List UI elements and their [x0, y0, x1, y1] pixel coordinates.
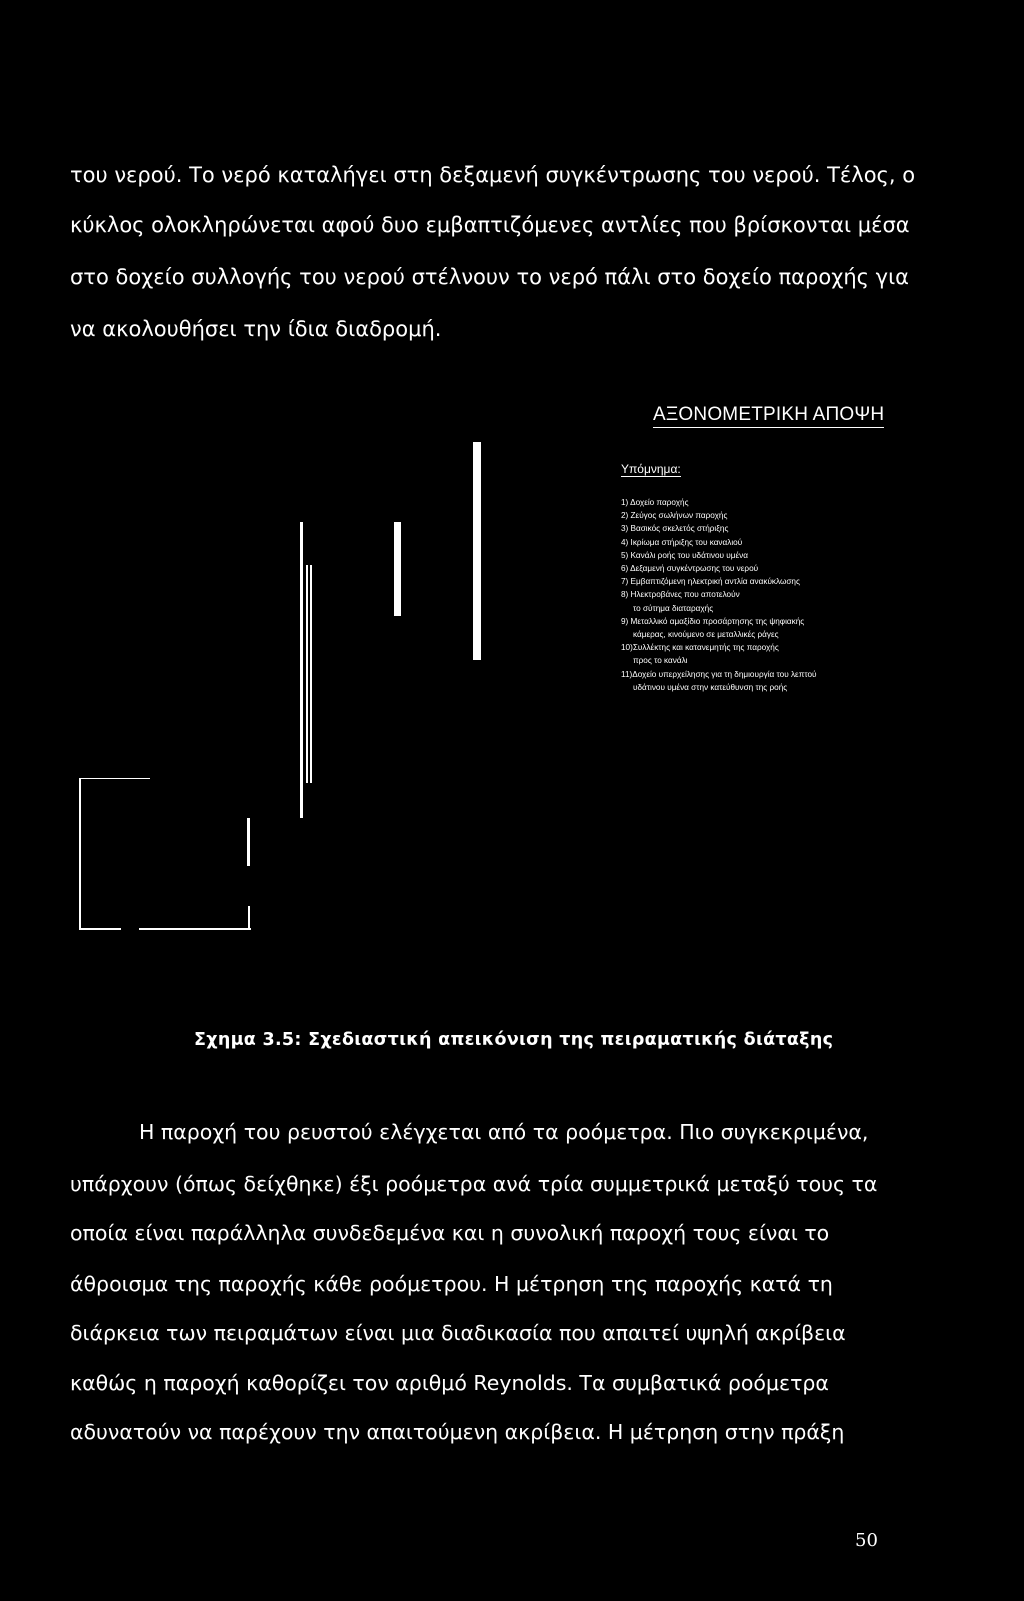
diagram-frame	[79, 928, 121, 930]
diagram-frame	[79, 778, 81, 930]
body-text-line: υπάρχουν (όπως δείχθηκε) έξι ροόμετρα ανά τρία συμμετρικά μεταξύ τους τα	[70, 1172, 878, 1196]
diagram-frame	[139, 928, 251, 930]
legend-item: κάμερας, κινούμενο σε μεταλλικές ράγες	[633, 630, 779, 640]
legend-item: 5) Κανάλι ροής του υδάτινου υμένα	[621, 550, 748, 560]
legend-item: 6) Δεξαμενή συγκέντρωσης του νερού	[621, 564, 759, 574]
body-text-line: καθώς η παροχή καθορίζει τον αριθμό Reynolds. Τα συμβατικά ροόμετρα	[70, 1371, 829, 1395]
body-text-line: διάρκεια των πειραμάτων είναι μια διαδικασία που απαιτεί υψηλή ακρίβεια	[70, 1321, 846, 1345]
diagram-frame	[79, 778, 150, 779]
legend-item: 8) Ηλεκτροβάνες που αποτελούν	[621, 590, 740, 600]
diagram-frame	[248, 906, 250, 930]
legend-item: προς το κανάλι	[633, 656, 688, 666]
body-text-line: αδυνατούν να παρέχουν την απαιτούμενη ακρίβεια. Η μέτρηση στην πράξη	[70, 1420, 845, 1444]
body-text-line: οποία είναι παράλληλα συνδεδεμένα και η συνολική παροχή τους είναι το	[70, 1221, 830, 1245]
diagram-bar	[306, 565, 308, 783]
diagram-bar	[247, 818, 250, 866]
diagram-bar	[473, 442, 481, 660]
legend-heading: Υπόμνημα:	[621, 462, 681, 476]
diagram-bar	[310, 565, 312, 783]
diagram-bar	[300, 522, 303, 818]
legend-item: 10)Συλλέκτης και κατανεμητής της παροχής	[621, 643, 779, 653]
legend-list	[621, 496, 817, 694]
body-text-line: να ακολουθήσει την ίδια διαδρομή.	[70, 317, 442, 341]
figure-caption: Σχημα 3.5: Σχεδιαστική απεικόνιση της πειραματικής διάταξης	[194, 1030, 834, 1050]
legend-item: 7) Εμβαπτιζόμενη ηλεκτρική αντλία ανακύκλωσης	[621, 577, 800, 587]
legend-item: 4) Ικρίωμα στήριξης του καναλιού	[621, 537, 743, 547]
body-text-line: κύκλος ολοκληρώνεται αφού δυο εμβαπτιζόμενες αντλίες που βρίσκονται μέσα	[70, 213, 910, 237]
legend-item: 2) Ζεύγος σωλήνων παροχής	[621, 511, 728, 521]
body-text-line: στο δοχείο συλλογής του νερού στέλνουν το νερό πάλι στο δοχείο παροχής για	[70, 265, 910, 289]
legend-item: 3) Βασικός σκελετός στήριξης	[621, 524, 729, 534]
diagram-bar	[394, 522, 401, 616]
legend-item: 1) Δοχείο παροχής	[621, 498, 689, 507]
legend-item: 11)Δοχείο υπερχείλησης για τη δημιουργία του λεπτού	[621, 669, 817, 679]
legend-item: 9) Μεταλλικό αμαξίδιο προσάρτησης της ψηφιακής	[621, 616, 805, 626]
page-number: 50	[855, 1530, 878, 1551]
body-text-line: Η παροχή του ρευστού ελέγχεται από τα ροόμετρα. Πιο συγκεκριμένα,	[139, 1120, 869, 1144]
body-text-line: άθροισμα της παροχής κάθε ροόμετρου. Η μέτρηση της παροχής κατά τη	[70, 1272, 833, 1296]
legend-item: το σύτημα διαταραχής	[633, 603, 714, 613]
legend-item: υδάτινου υμένα στην κατεύθυνση της ροής	[633, 682, 788, 692]
diagram-title: ΑΞΟΝΟΜΕΤΡΙΚΗ ΑΠΟΨΗ	[653, 404, 884, 428]
body-text-line: του νερού. Το νερό καταλήγει στη δεξαμενή συγκέντρωσης του νερού. Τέλος, ο	[70, 163, 916, 187]
